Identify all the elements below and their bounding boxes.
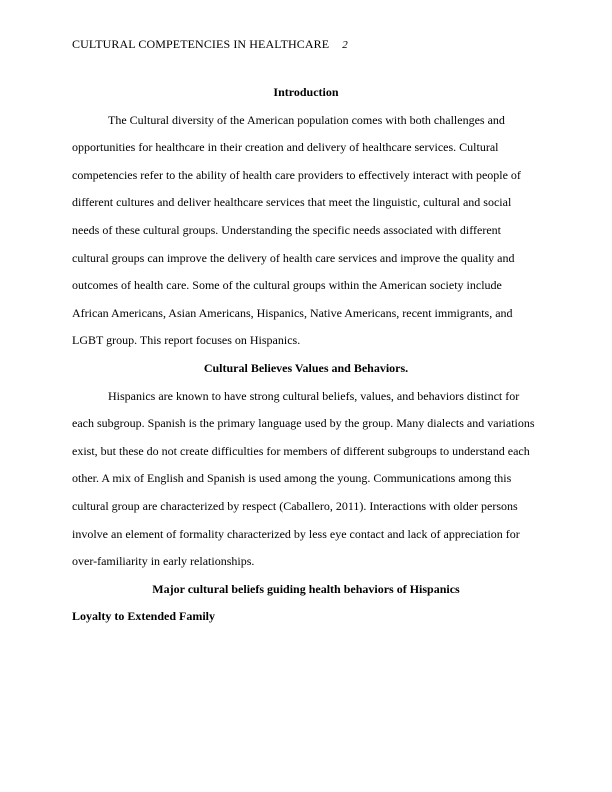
page-number: 2	[342, 39, 348, 51]
beliefs-heading: Cultural Believes Values and Behaviors.	[203, 360, 409, 375]
loyalty-heading: Loyalty to Extended Family	[72, 609, 215, 624]
document-body	[72, 79, 540, 631]
major-beliefs-heading: Major cultural beliefs guiding health behaviors of Hispanics	[152, 581, 460, 596]
introduction-paragraph: The Cultural diversity of the American population comes with both challenges and opportunities for healthcare in their creation and delivery of healthcare services. Cultural competencies refer to the ability of health care providers to effectively interact with people of different cultures and deliver healthcare services that meet the linguistic, cultural and social needs of these cultural groups. Understanding the specific needs associated with different cultural groups can improve the delivery of health care services and improve the quality and outcomes of health care. Some of the cultural groups within the American society include African Americans, Asian Americans, Hispanics, Native Americans, recent immigrants, and LGBT group. This report focuses on Hispanics.	[72, 112, 521, 348]
running-head-title: CULTURAL COMPETENCIES IN HEALTHCARE	[72, 37, 330, 51]
beliefs-paragraph: Hispanics are known to have strong cultural beliefs, values, and behaviors distinct for each subgroup. Spanish is the primary language used by the group. Many dialects and variations exist, but these do not create difficulties for members of different subgroups to understand each other. A mix of English and Spanish is used among the young. Communications among this cultural group are characterized by respect (Caballero, 2011). Interactions with older persons involve an element of formality characterized by less eye contact and lack of appreciation for over-familiarity in early relationships.	[72, 388, 535, 569]
running-head	[72, 37, 348, 52]
introduction-heading: Introduction	[273, 85, 339, 99]
